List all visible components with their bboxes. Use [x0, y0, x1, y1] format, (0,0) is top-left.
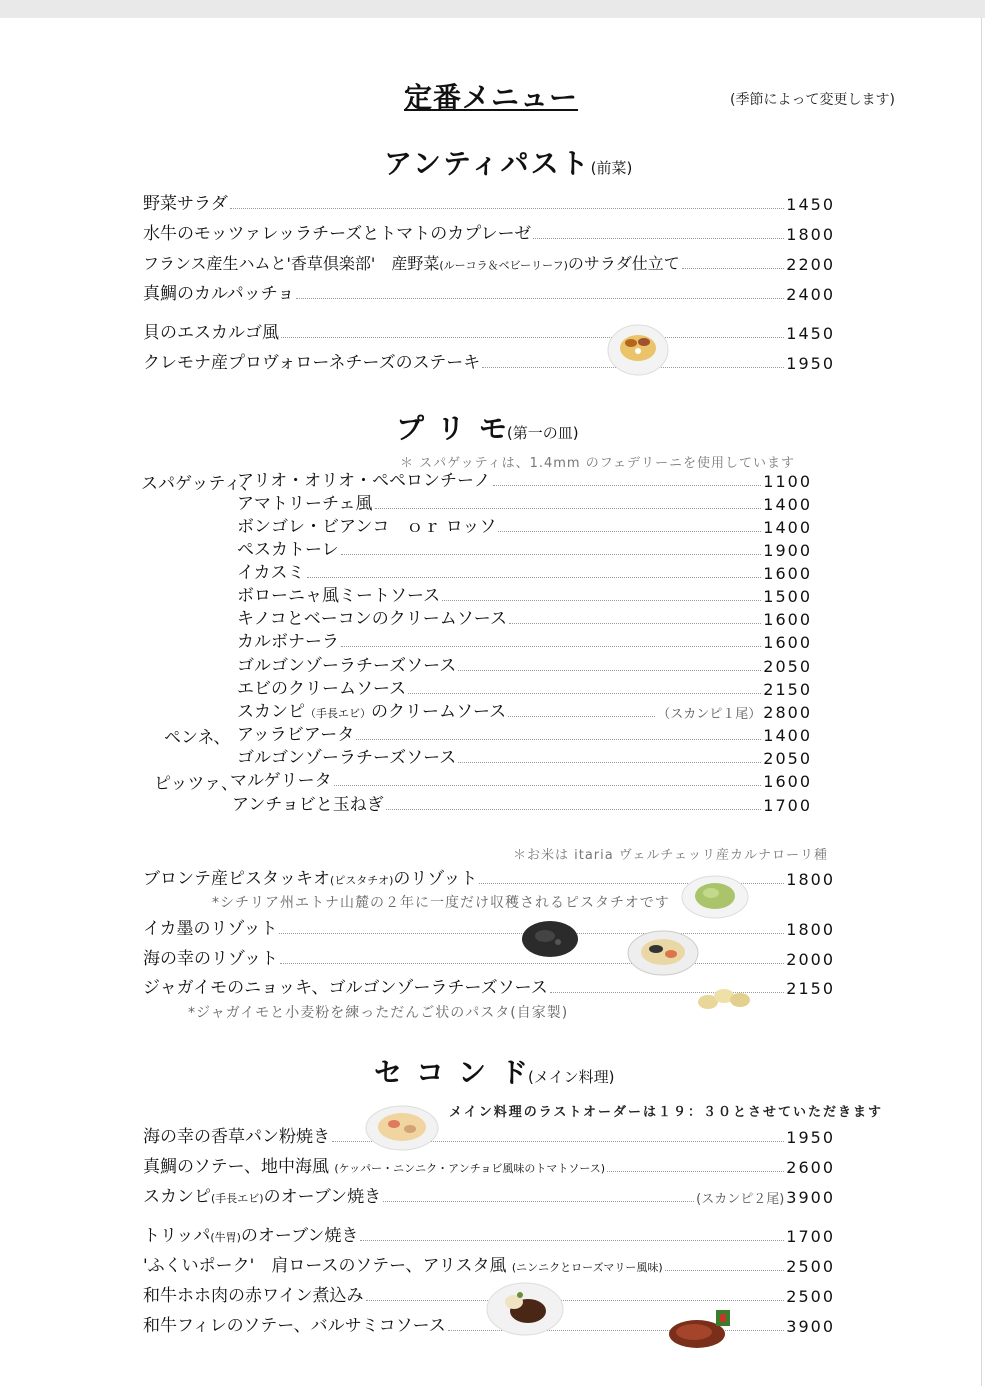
menu-row — [143, 351, 835, 373]
escargot-plate-photo-icon — [604, 318, 672, 378]
item-name — [143, 1221, 358, 1246]
item-price: 1950 — [786, 354, 835, 373]
item-name — [143, 1152, 605, 1177]
item-price: 2400 — [786, 285, 835, 304]
menu-row — [237, 700, 812, 722]
item-price: 2050 — [763, 657, 812, 676]
menu-title: 定番メニュー — [404, 81, 579, 114]
item-price: 1600 — [763, 772, 812, 791]
leader-dots — [280, 963, 784, 964]
item-price: 1400 — [763, 495, 812, 514]
item-name: エビのクリームソース — [237, 679, 407, 699]
item-name-part: トリッパ — [143, 1226, 211, 1246]
item-name — [143, 864, 477, 889]
leader-dots — [458, 670, 761, 671]
menu-row — [237, 654, 812, 676]
item-name: キノコとベーコンのクリームソース — [237, 609, 507, 629]
item-price: 1450 — [786, 324, 835, 343]
menu-row — [143, 1254, 835, 1276]
leader-dots — [281, 337, 784, 338]
gnocchi-photo-icon — [694, 978, 754, 1016]
item-price: 1600 — [763, 633, 812, 652]
item-name: 水牛のモッツァレッラチーズとトマトのカプレーゼ — [143, 224, 532, 244]
primo-title: プリモ — [396, 412, 521, 445]
primo-heading — [396, 407, 579, 447]
item-price: 1400 — [763, 726, 812, 745]
secondo-title: セコンド — [374, 1056, 543, 1089]
item-price: 1800 — [786, 920, 835, 939]
item-name: 和牛フィレのソテー、バルサミコソース — [143, 1316, 446, 1336]
secondo-subtitle: (メイン料理) — [528, 1068, 615, 1086]
gnocchi-note: *ジャガイモと小麦粉を練っただんご状のパスタ(自家製) — [188, 1005, 569, 1021]
item-price: 2150 — [763, 680, 812, 699]
leader-dots — [366, 1300, 785, 1301]
item-price: 1450 — [786, 195, 835, 214]
leader-dots — [682, 268, 785, 269]
item-name: ボローニャ風ミートソース — [237, 586, 441, 606]
item-name-part: のリゾット — [393, 869, 478, 889]
squid-ink-risotto-photo-icon — [520, 918, 580, 960]
menu-row — [143, 917, 835, 939]
leader-dots — [508, 716, 655, 717]
steak-photo-icon — [664, 1306, 734, 1352]
leader-dots — [386, 809, 761, 810]
menu-row — [143, 321, 835, 343]
item-name: 真鯛のカルパッチョ — [143, 284, 295, 304]
item-price: 2600 — [786, 1158, 835, 1177]
antipasti-subtitle: (前菜) — [590, 159, 633, 177]
item-name: ペスカトーレ — [237, 540, 339, 560]
item-price: 1500 — [763, 587, 812, 606]
leader-dots — [533, 238, 784, 239]
primo-note: ＊ スパゲッティは、1.4mm のフェデリーニを使用しています — [400, 456, 796, 471]
item-name: アンチョビと玉ねぎ — [232, 795, 384, 815]
menu-row — [237, 469, 812, 491]
leader-dots — [334, 785, 762, 786]
item-name-part: のサラダ仕立て — [567, 254, 680, 273]
braised-beef-photo-icon — [484, 1280, 566, 1338]
item-name-part: 'ふくいポーク' 肩ロースのソテー、アリスタ風 — [143, 1256, 507, 1276]
item-name: アマトリーチェ風 — [237, 494, 373, 514]
item-name: マルゲリータ — [230, 771, 332, 791]
item-name: カルボナーラ — [237, 632, 339, 652]
leader-dots — [498, 531, 761, 532]
item-price: 2000 — [786, 950, 835, 969]
leader-dots — [607, 1171, 784, 1172]
item-price: 1950 — [786, 1128, 835, 1147]
leader-dots — [307, 577, 762, 578]
menu-row — [237, 677, 812, 699]
secondo-heading — [374, 1051, 614, 1091]
menu-row — [143, 1125, 835, 1147]
item-name: クレモナ産プロヴォローネチーズのステーキ — [143, 353, 481, 373]
item-name-part: のオーブン焼き — [263, 1187, 382, 1207]
menu-row — [143, 1155, 835, 1177]
menu-row — [237, 515, 812, 537]
seafood-gratin-photo-icon — [364, 1104, 440, 1152]
menu-row — [237, 561, 812, 583]
leader-dots — [458, 762, 761, 763]
season-note: (季節によって変更します) — [730, 92, 895, 108]
item-name-part: 真鯛のソテー、地中海風 — [143, 1157, 329, 1177]
item-name: アッラビアータ — [237, 725, 355, 745]
item-name-part: スカンピ — [237, 702, 305, 722]
antipasti-heading — [384, 142, 632, 182]
item-price: 1800 — [786, 870, 835, 889]
item-price: 2500 — [786, 1257, 835, 1276]
item-name: ジャガイモのニョッキ、ゴルゴンゾーラチーズソース — [143, 978, 548, 998]
menu-row — [237, 492, 812, 514]
leader-dots — [408, 693, 761, 694]
menu-row — [237, 607, 812, 629]
menu-row — [237, 538, 812, 560]
pizzoccheri-label: ピッツァ、 — [154, 774, 239, 794]
item-name: 貝のエスカルゴ風 — [143, 323, 279, 343]
item-name: イカ墨のリゾット — [143, 919, 278, 939]
menu-row — [237, 630, 812, 652]
leader-dots — [383, 1201, 694, 1202]
item-price: 2500 — [786, 1287, 835, 1306]
item-price: 1600 — [763, 610, 812, 629]
item-price: 1900 — [763, 541, 812, 560]
item-price: 1400 — [763, 518, 812, 537]
pistachio-note: *シチリア州エトナ山麓の２年に一度だけ収穫されるピスタチオです — [212, 895, 670, 911]
seafood-risotto-photo-icon — [626, 928, 700, 978]
item-name-part: ブロンテ産ピスタッキオ — [143, 869, 330, 889]
spaghetti-label: スパゲッティ、 — [141, 474, 258, 494]
menu-row — [143, 947, 835, 969]
item-name-part: のオーブン焼き — [240, 1226, 359, 1246]
item-price: 2150 — [786, 979, 835, 998]
menu-row — [237, 584, 812, 606]
leader-dots — [230, 208, 784, 209]
item-name: 和牛ホホ肉の赤ワイン煮込み — [143, 1286, 364, 1306]
item-name — [237, 697, 506, 722]
item-price: 3900 — [786, 1188, 835, 1207]
leader-dots — [375, 508, 762, 509]
item-price: 1600 — [763, 564, 812, 583]
window-top-bar — [0, 0, 985, 18]
item-name: ゴルゴンゾーラチーズソース — [237, 656, 457, 676]
item-price: 1700 — [786, 1227, 835, 1246]
item-price: 1100 — [763, 472, 812, 491]
menu-row — [143, 222, 835, 244]
menu-row — [143, 282, 835, 304]
item-name-part: フランス産生ハムと'香草倶楽部' 産野菜 — [143, 254, 440, 273]
menu-row — [230, 769, 812, 791]
item-name — [143, 1251, 663, 1276]
rice-note: ＊お米は itaria ヴェルチェッリ産カルナローリ種 — [513, 848, 828, 863]
primo-subtitle: (第一の皿) — [506, 424, 579, 442]
item-name — [143, 1182, 381, 1207]
menu-row — [237, 723, 812, 745]
leader-dots — [509, 623, 761, 624]
leader-dots — [493, 485, 762, 486]
penne-label: ペンネ、 — [164, 728, 231, 748]
item-extra: （スカンピ１尾） — [657, 707, 762, 722]
item-name: 野菜サラダ — [143, 194, 228, 214]
leader-dots — [356, 739, 761, 740]
pistachio-risotto-photo-icon — [680, 874, 750, 920]
item-name-small: （手長エビ） — [305, 707, 371, 720]
menu-row — [143, 192, 835, 214]
item-name-part: のクリームソース — [371, 702, 507, 722]
item-name-small: (手長エビ) — [211, 1192, 264, 1205]
last-order-note: メイン料理のラストオーダーは１９：３０とさせていただきます — [449, 1105, 883, 1120]
item-name-small: (ニンニクとローズマリー風味) — [511, 1261, 663, 1274]
leader-dots — [296, 298, 784, 299]
item-name-small: (ケッパー・ニンニク・アンチョビ風味のトマトソース) — [334, 1162, 606, 1175]
leader-dots — [442, 600, 761, 601]
item-name: ボンゴレ・ビアンコ ｏｒ ロッソ — [237, 517, 497, 537]
item-name: 海の幸の香草パン粉焼き — [143, 1127, 330, 1147]
item-name: 海の幸のリゾット — [143, 949, 278, 969]
item-name-part: スカンピ — [143, 1187, 211, 1207]
leader-dots — [341, 646, 761, 647]
item-name: ゴルゴンゾーラチーズソース — [237, 748, 457, 768]
item-name: アリオ・オリオ・ペペロンチーノ — [237, 471, 491, 491]
menu-row — [143, 252, 835, 274]
menu-row — [143, 1224, 835, 1246]
antipasti-title: アンティパスト — [384, 147, 591, 180]
menu-row — [143, 1185, 835, 1207]
item-name-small: (ピスタチオ) — [330, 874, 394, 887]
item-price: 1700 — [763, 796, 812, 815]
menu-row — [232, 793, 812, 815]
item-name: イカスミ — [237, 563, 305, 583]
item-name — [143, 251, 680, 274]
menu-row — [237, 746, 812, 768]
item-name-small: (ルーコラ＆ベビーリーフ) — [439, 259, 568, 272]
item-price: 2800 — [763, 703, 812, 722]
item-name-small: (牛胃) — [210, 1231, 241, 1244]
item-price: 3900 — [786, 1317, 835, 1336]
item-price: 1800 — [786, 225, 835, 244]
item-price: 2050 — [763, 749, 812, 768]
leader-dots — [341, 554, 762, 555]
item-extra: (スカンピ２尾) — [696, 1192, 785, 1207]
item-price: 2200 — [786, 255, 835, 274]
leader-dots — [360, 1240, 784, 1241]
leader-dots — [665, 1270, 785, 1271]
